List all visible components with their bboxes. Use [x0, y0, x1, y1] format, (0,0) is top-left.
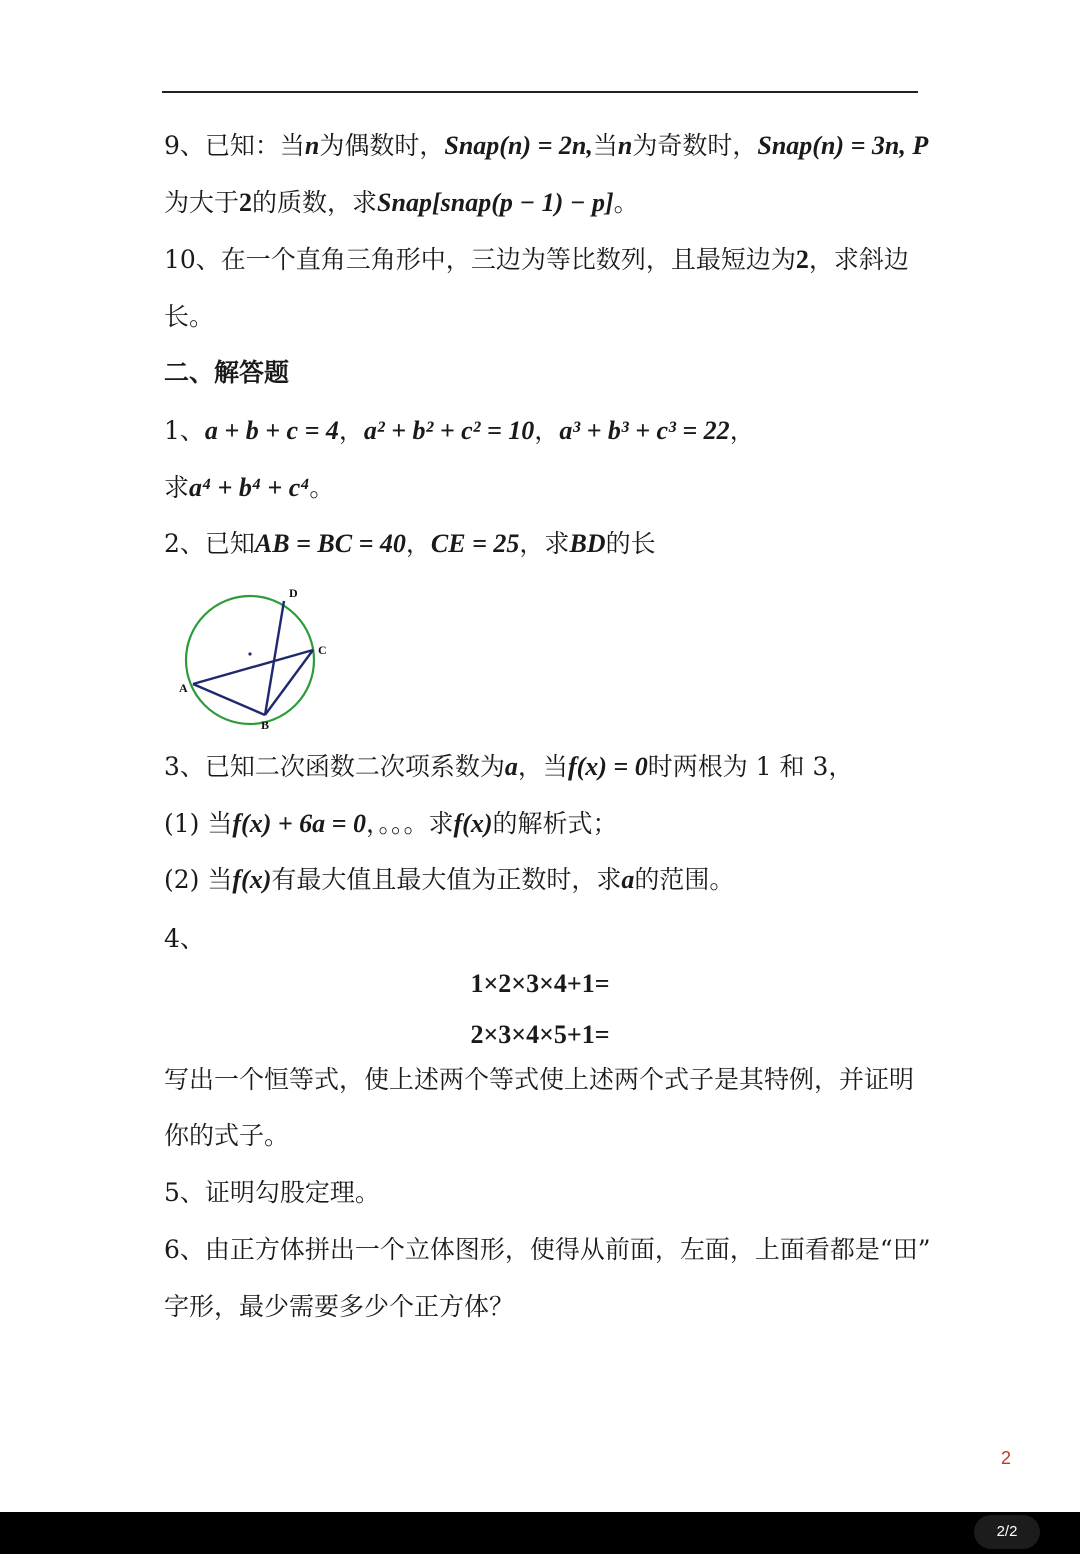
- text-run: 为偶数时，: [319, 131, 445, 160]
- p2-line1: [164, 527, 656, 561]
- math-run: 2: [795, 245, 809, 274]
- circle-figure: [174, 582, 344, 746]
- page-indicator[interactable]: 2/2: [974, 1515, 1040, 1549]
- text-run: 的解析式；: [492, 809, 618, 838]
- q10-line1: [164, 243, 909, 277]
- center-dot: [248, 652, 251, 655]
- p6-text1: 6、由正方体拼出一个立体图形，使得从前面，左面，上面看都是“田”: [164, 1235, 931, 1264]
- p4-label: 4、: [164, 924, 205, 953]
- p3-line1: [164, 750, 853, 784]
- math-run: AB = BC = 40: [254, 529, 406, 558]
- label-C: C: [318, 643, 327, 657]
- math-run: n: [304, 131, 320, 160]
- segment-BC: [265, 650, 313, 715]
- text-run: 3、已知二次函数二次项系数为: [164, 752, 505, 781]
- math-run: Snap(n) = 3n, P: [757, 131, 929, 160]
- circle: [186, 596, 314, 724]
- text-run: (2) 当: [164, 865, 233, 894]
- text-run: 为奇数时，: [632, 131, 758, 160]
- math-run: Snap[snap(p − 1) − p]: [377, 188, 614, 217]
- math-run: a + b + c = 4: [204, 416, 339, 445]
- math-run: BD: [569, 529, 606, 558]
- segment-AB: [193, 684, 265, 715]
- p4-eq2: 2×3×4×5+1=: [470, 1020, 610, 1049]
- text-run: ，。。。求: [365, 809, 454, 838]
- text-run: ，求斜边: [808, 245, 909, 274]
- p3-line2: [164, 807, 618, 841]
- p4-eq1: 1×2×3×4+1=: [470, 969, 610, 998]
- text-run: ，当: [517, 752, 568, 781]
- p3-line3: [164, 863, 734, 897]
- math-run: a⁴ + b⁴ + c⁴: [189, 473, 310, 502]
- math-run: f(x): [453, 809, 493, 838]
- text-run: 的范围。: [634, 865, 735, 894]
- p4-text1: 写出一个恒等式，使上述两个等式使上述两个式子是其特例，并证明: [164, 1065, 915, 1094]
- text-run: 当: [592, 131, 618, 160]
- q10-line2: [164, 300, 214, 334]
- text-run: 。: [309, 473, 335, 502]
- text-run: 。: [613, 188, 639, 217]
- math-run: f(x): [232, 865, 272, 894]
- math-run: a: [621, 865, 635, 894]
- p4-text2: 你的式子。: [164, 1121, 290, 1150]
- math-run: f(x) = 0: [567, 752, 648, 781]
- p5-text: 5、证明勾股定理。: [164, 1178, 380, 1207]
- text-run: (1) 当: [164, 809, 233, 838]
- page-number: 2: [1001, 1448, 1012, 1468]
- segment-AC: [193, 650, 313, 684]
- text-run: ，: [405, 529, 431, 558]
- math-run: f(x) + 6a = 0: [232, 809, 366, 838]
- math-run: a² + b² + c² = 10: [363, 416, 535, 445]
- p6-text2: 字形，最少需要多少个正方体？: [164, 1292, 515, 1321]
- math-run: a: [504, 752, 518, 781]
- text-run: 10、在一个直角三角形中，三边为等比数列，且最短边为: [164, 245, 796, 274]
- text-run: ，: [534, 416, 560, 445]
- text-run: 求: [164, 473, 190, 502]
- viewer-bottom-bar: [0, 1512, 1080, 1554]
- text-run: 时两根为 1 和 3，: [647, 752, 854, 781]
- text-run: 的质数，求: [252, 188, 378, 217]
- p1-line1: [164, 414, 755, 448]
- text-run: ，求: [519, 529, 570, 558]
- label-D: D: [289, 586, 298, 600]
- q9-line1: [164, 129, 928, 163]
- label-A: A: [179, 681, 188, 695]
- header-rule: [162, 91, 918, 93]
- math-run: CE = 25: [430, 529, 520, 558]
- text-run: 为大于: [164, 188, 240, 217]
- q9-line2: [164, 186, 639, 220]
- text-run: ，: [338, 416, 364, 445]
- text-run: 2、已知: [164, 529, 255, 558]
- text-run: 有最大值且最大值为正数时，求: [271, 865, 622, 894]
- math-run: n: [617, 131, 633, 160]
- math-run: Snap(n) = 2n,: [444, 131, 593, 160]
- text-run: 9、已知：当: [164, 131, 305, 160]
- math-run: 2: [239, 188, 253, 217]
- label-B: B: [261, 718, 270, 732]
- p1-line2: [164, 471, 334, 505]
- text-run: ，: [729, 416, 755, 445]
- text-run: 长。: [164, 302, 215, 331]
- section-heading: 二、解答题: [164, 358, 290, 387]
- text-run: 1、: [164, 416, 205, 445]
- text-run: 的长: [605, 529, 656, 558]
- math-run: a³ + b³ + c³ = 22: [559, 416, 730, 445]
